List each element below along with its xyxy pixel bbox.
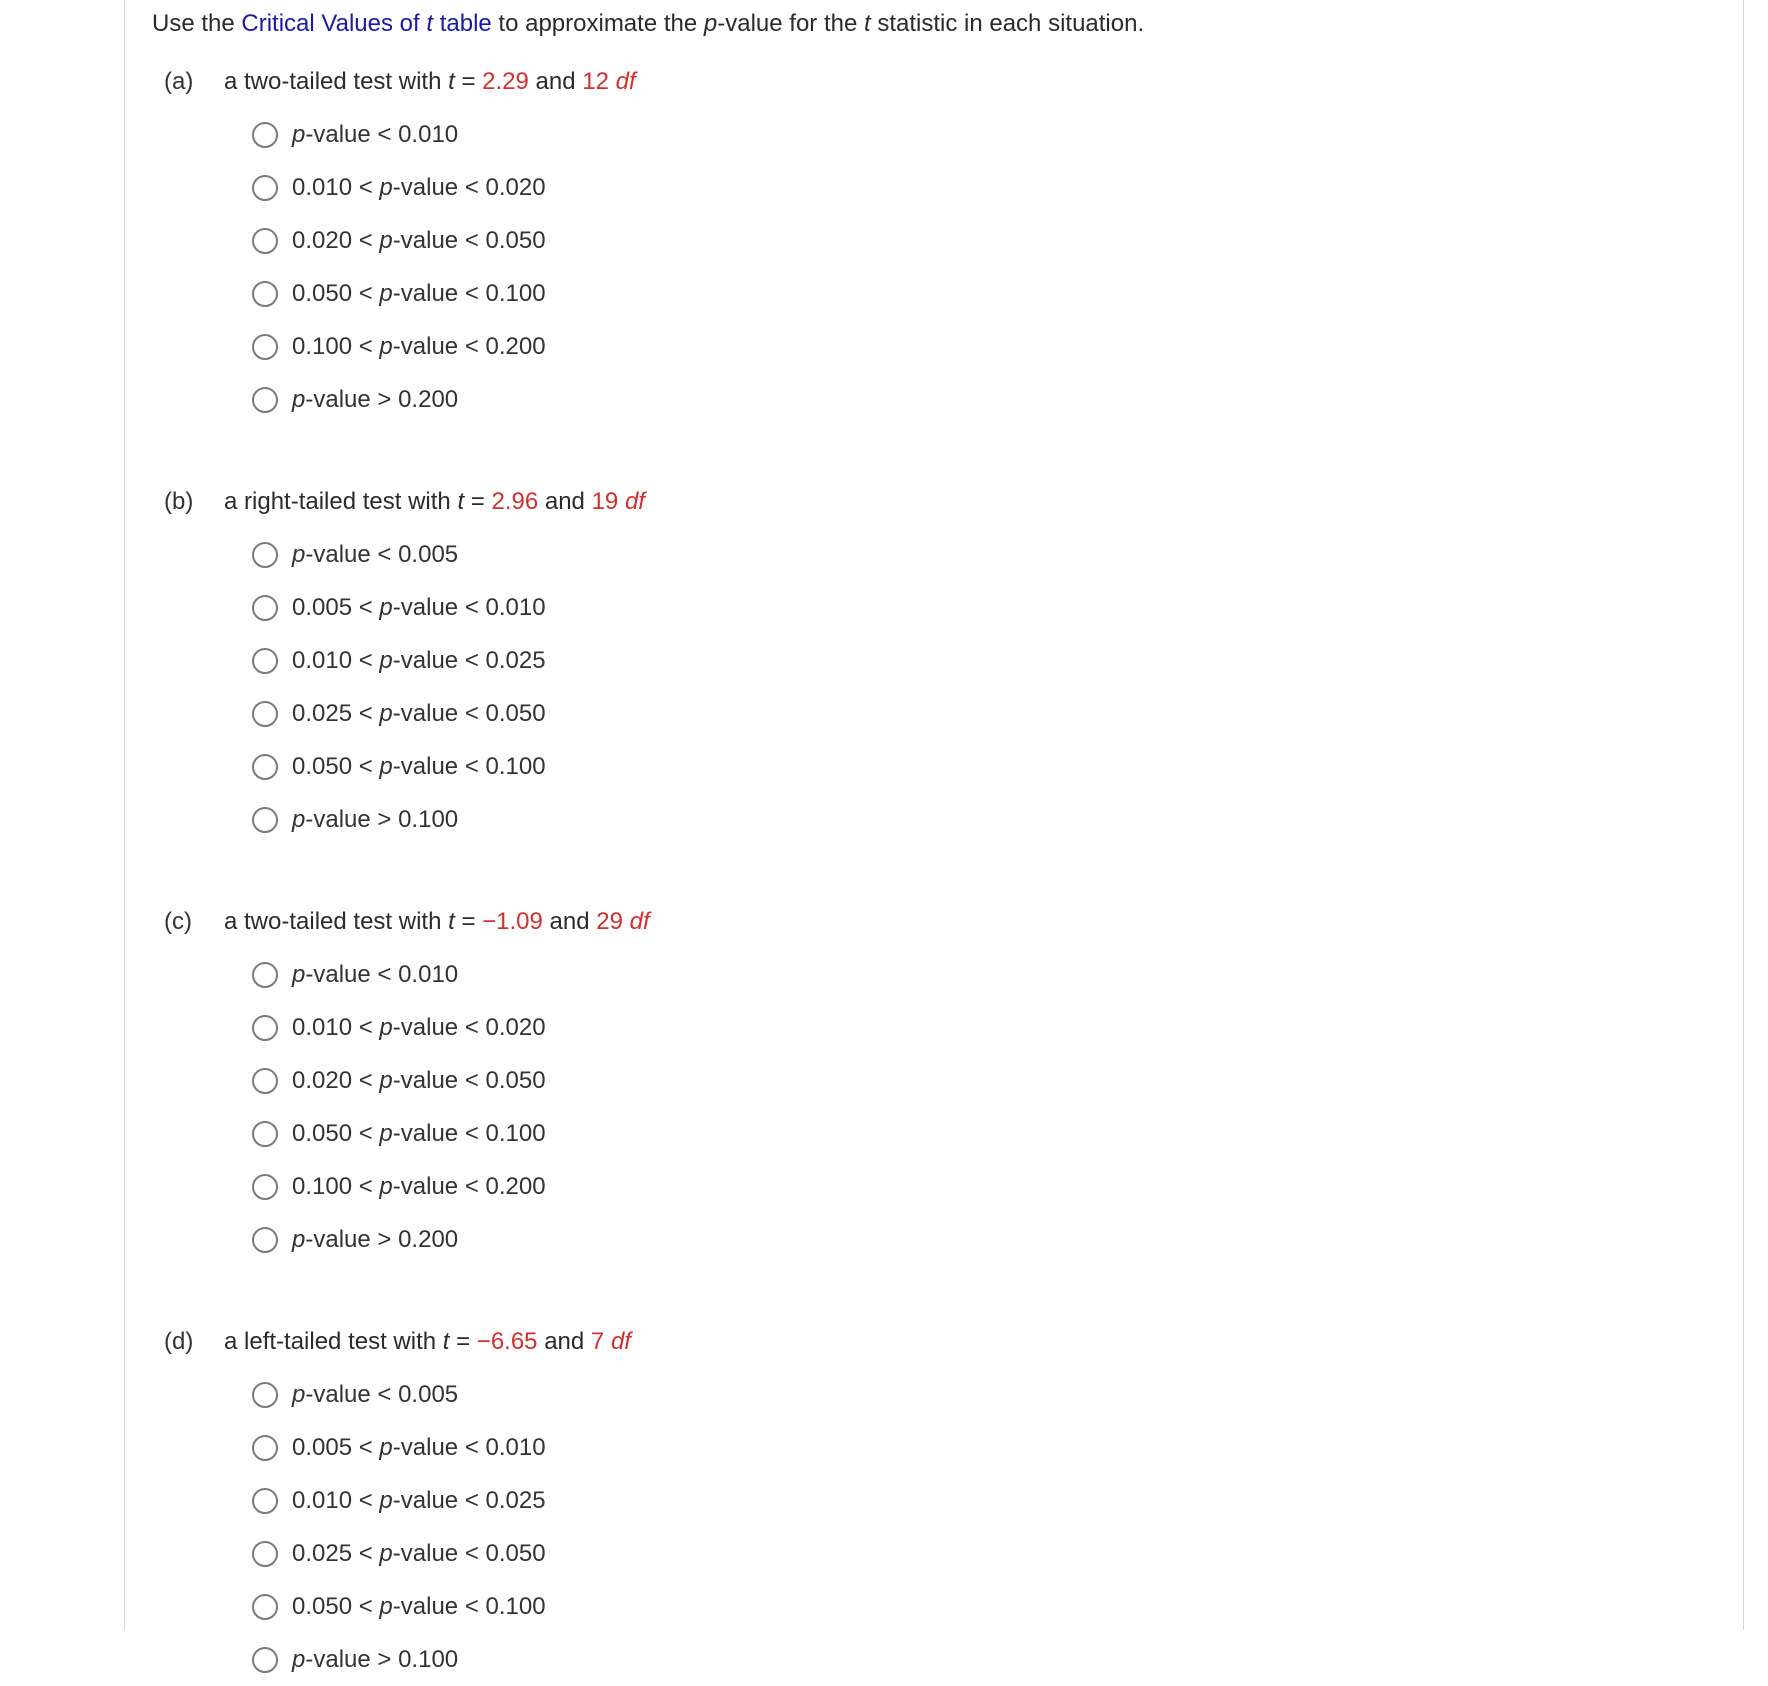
t-value: −6.65 [476, 1328, 538, 1355]
answer-option[interactable] [252, 1368, 1712, 1421]
answer-option[interactable] [252, 1160, 1712, 1213]
t-variable: t [457, 488, 465, 515]
answer-option[interactable] [252, 1527, 1712, 1580]
option-pre: 0.005 < [292, 593, 380, 621]
part-description [224, 908, 650, 936]
equals-sign: = [454, 908, 483, 935]
option-post: -value < 0.010 [392, 593, 546, 621]
option-post: -value < 0.050 [392, 226, 546, 254]
desc-prefix: a left-tailed test with [224, 1328, 443, 1355]
question-part [152, 486, 1712, 846]
option-post: -value < 0.050 [392, 699, 546, 727]
answer-options [152, 1368, 1712, 1686]
option-label [292, 1226, 458, 1254]
option-p: p [379, 593, 393, 621]
option-label [292, 1381, 458, 1409]
option-label [292, 1487, 546, 1515]
option-p: p [379, 646, 393, 674]
radio-button[interactable] [252, 175, 278, 201]
option-label [292, 174, 546, 202]
option-label [292, 806, 458, 834]
option-label [292, 1646, 458, 1674]
answer-option[interactable] [252, 1001, 1712, 1054]
question-content [152, 8, 1712, 1686]
radio-button[interactable] [252, 648, 278, 674]
option-post: -value < 0.020 [392, 1013, 546, 1041]
desc-prefix: a two-tailed test with [224, 908, 449, 935]
option-pre: 0.010 < [292, 1013, 380, 1041]
part-description [224, 68, 636, 96]
option-post: -value < 0.010 [305, 960, 459, 988]
option-pre: 0.050 < [292, 1119, 380, 1147]
radio-button[interactable] [252, 754, 278, 780]
answer-option[interactable] [252, 793, 1712, 846]
option-label [292, 594, 546, 622]
option-p: p [379, 1172, 393, 1200]
part-description [224, 1328, 631, 1356]
df-value: 7 [590, 1328, 605, 1355]
radio-button[interactable] [252, 807, 278, 833]
option-pre: 0.050 < [292, 1592, 380, 1620]
option-pre: 0.100 < [292, 332, 380, 360]
question-parts [152, 66, 1712, 1686]
option-label [292, 1014, 546, 1042]
option-label [292, 227, 546, 255]
radio-button[interactable] [252, 1227, 278, 1253]
part-description [224, 488, 645, 516]
radio-button[interactable] [252, 1488, 278, 1514]
option-label [292, 1434, 546, 1462]
answer-option[interactable] [252, 161, 1712, 214]
link-text: Critical Values of [241, 10, 427, 37]
option-pre: 0.010 < [292, 646, 380, 674]
option-pre: 0.020 < [292, 1066, 380, 1094]
radio-button[interactable] [252, 595, 278, 621]
option-label [292, 333, 546, 361]
df-value: 12 [582, 68, 609, 95]
instructions-t: t [863, 10, 871, 37]
radio-button[interactable] [252, 1541, 278, 1567]
option-label [292, 280, 546, 308]
option-post: -value > 0.200 [305, 1225, 459, 1253]
option-pre: 0.010 < [292, 173, 380, 201]
option-label [292, 1593, 546, 1621]
option-post: -value < 0.100 [392, 1119, 546, 1147]
option-p: p [379, 1013, 393, 1041]
answer-option[interactable] [252, 634, 1712, 687]
radio-button[interactable] [252, 1174, 278, 1200]
option-pre: 0.005 < [292, 1433, 380, 1461]
link-text-end: table [433, 10, 492, 37]
option-post: -value < 0.025 [392, 1486, 546, 1514]
question-part [152, 66, 1712, 426]
radio-button[interactable] [252, 228, 278, 254]
answer-option[interactable] [252, 1580, 1712, 1633]
instructions-prefix: Use the [152, 10, 242, 37]
critical-values-link[interactable] [241, 10, 491, 37]
answer-option[interactable] [252, 1474, 1712, 1527]
radio-button[interactable] [252, 1382, 278, 1408]
option-p: p [379, 332, 393, 360]
option-post: -value < 0.100 [392, 1592, 546, 1620]
radio-button[interactable] [252, 701, 278, 727]
instructions-mid2: -value for the [717, 10, 864, 37]
radio-button[interactable] [252, 1015, 278, 1041]
option-post: -value < 0.100 [392, 752, 546, 780]
answer-option[interactable] [252, 320, 1712, 373]
part-prompt [152, 66, 1712, 98]
option-post: -value < 0.005 [305, 1380, 459, 1408]
instructions-suffix: statistic in each situation. [870, 10, 1145, 37]
radio-button[interactable] [252, 1594, 278, 1620]
option-p: p [292, 385, 306, 413]
answer-option[interactable] [252, 267, 1712, 320]
df-unit: df [629, 908, 650, 935]
option-post: -value < 0.050 [392, 1539, 546, 1567]
radio-button[interactable] [252, 1435, 278, 1461]
and-text: and [528, 68, 583, 95]
option-post: -value < 0.025 [392, 646, 546, 674]
part-prompt [152, 906, 1712, 938]
link-t: t [426, 10, 434, 37]
option-p: p [379, 752, 393, 780]
df-unit: df [610, 1328, 631, 1355]
answer-option[interactable] [252, 1054, 1712, 1107]
option-label [292, 1067, 546, 1095]
option-label [292, 753, 546, 781]
part-prompt [152, 1326, 1712, 1358]
equals-sign: = [454, 68, 483, 95]
part-label: (b) [164, 488, 194, 515]
part-prompt [152, 486, 1712, 518]
option-p: p [292, 1645, 306, 1673]
option-label [292, 121, 458, 149]
question-part [152, 906, 1712, 1266]
answer-option[interactable] [252, 1421, 1712, 1474]
option-label [292, 386, 458, 414]
df-value: 19 [591, 488, 619, 515]
option-post: -value < 0.200 [392, 332, 546, 360]
instructions-mid: to approximate the [491, 10, 704, 37]
option-label [292, 961, 458, 989]
answer-option[interactable] [252, 948, 1712, 1001]
option-pre: 0.020 < [292, 226, 380, 254]
instructions-p: p [703, 10, 718, 37]
option-p: p [379, 699, 393, 727]
option-pre: 0.100 < [292, 1172, 380, 1200]
option-post: -value > 0.100 [305, 1645, 459, 1673]
radio-button[interactable] [252, 1068, 278, 1094]
answer-option[interactable] [252, 214, 1712, 267]
equals-sign: = [464, 488, 492, 515]
radio-button[interactable] [252, 1647, 278, 1673]
option-p: p [379, 1066, 393, 1094]
answer-option[interactable] [252, 528, 1712, 581]
part-label: (a) [164, 68, 194, 95]
desc-prefix: a right-tailed test with [224, 488, 458, 515]
option-post: -value < 0.010 [392, 1433, 546, 1461]
and-text: and [542, 908, 597, 935]
option-post: -value < 0.005 [305, 540, 459, 568]
option-label [292, 647, 546, 675]
option-p: p [292, 540, 306, 568]
option-post: -value < 0.010 [305, 120, 459, 148]
t-value: −1.09 [482, 908, 543, 935]
option-p: p [379, 226, 393, 254]
option-post: -value < 0.100 [392, 279, 546, 307]
option-p: p [379, 1592, 393, 1620]
answer-option[interactable] [252, 740, 1712, 793]
option-post: -value > 0.200 [305, 385, 459, 413]
answer-option[interactable] [252, 373, 1712, 426]
t-variable: t [442, 1328, 450, 1355]
option-post: -value > 0.100 [305, 805, 459, 833]
option-pre: 0.010 < [292, 1486, 380, 1514]
option-p: p [379, 1539, 393, 1567]
option-p: p [292, 1225, 306, 1253]
part-label: (c) [164, 908, 192, 935]
df-value: 29 [596, 908, 623, 935]
option-p: p [292, 960, 306, 988]
t-value: 2.29 [482, 68, 529, 95]
radio-button[interactable] [252, 387, 278, 413]
option-post: -value < 0.020 [392, 173, 546, 201]
answer-option[interactable] [252, 108, 1712, 161]
answer-option[interactable] [252, 1213, 1712, 1266]
option-label [292, 1173, 546, 1201]
radio-button[interactable] [252, 542, 278, 568]
radio-button[interactable] [252, 334, 278, 360]
option-p: p [379, 279, 393, 307]
instructions [152, 8, 1712, 40]
radio-button[interactable] [252, 962, 278, 988]
option-label [292, 541, 458, 569]
answer-option[interactable] [252, 687, 1712, 740]
option-p: p [379, 1433, 393, 1461]
radio-button[interactable] [252, 122, 278, 148]
radio-button[interactable] [252, 1121, 278, 1147]
answer-option[interactable] [252, 1107, 1712, 1160]
answer-option[interactable] [252, 581, 1712, 634]
option-pre: 0.050 < [292, 752, 380, 780]
equals-sign: = [449, 1328, 477, 1355]
answer-options [152, 528, 1712, 846]
option-post: -value < 0.200 [392, 1172, 546, 1200]
option-p: p [292, 805, 306, 833]
and-text: and [538, 488, 592, 515]
df-unit: df [624, 488, 645, 515]
t-value: 2.96 [491, 488, 539, 515]
option-p: p [292, 1380, 306, 1408]
and-text: and [537, 1328, 591, 1355]
option-label [292, 1120, 546, 1148]
df-unit: df [615, 68, 636, 95]
desc-prefix: a two-tailed test with [224, 68, 449, 95]
option-post: -value < 0.050 [392, 1066, 546, 1094]
option-pre: 0.025 < [292, 1539, 380, 1567]
answer-options [152, 948, 1712, 1266]
option-label [292, 700, 546, 728]
t-variable: t [448, 908, 455, 935]
option-p: p [379, 1119, 393, 1147]
radio-button[interactable] [252, 281, 278, 307]
option-pre: 0.050 < [292, 279, 380, 307]
option-p: p [292, 120, 306, 148]
option-label [292, 1540, 546, 1568]
t-variable: t [448, 68, 455, 95]
option-pre: 0.025 < [292, 699, 380, 727]
answer-options [152, 108, 1712, 426]
option-p: p [379, 173, 393, 201]
part-label: (d) [164, 1328, 194, 1355]
question-part [152, 1326, 1712, 1686]
answer-option[interactable] [252, 1633, 1712, 1686]
option-p: p [379, 1486, 393, 1514]
